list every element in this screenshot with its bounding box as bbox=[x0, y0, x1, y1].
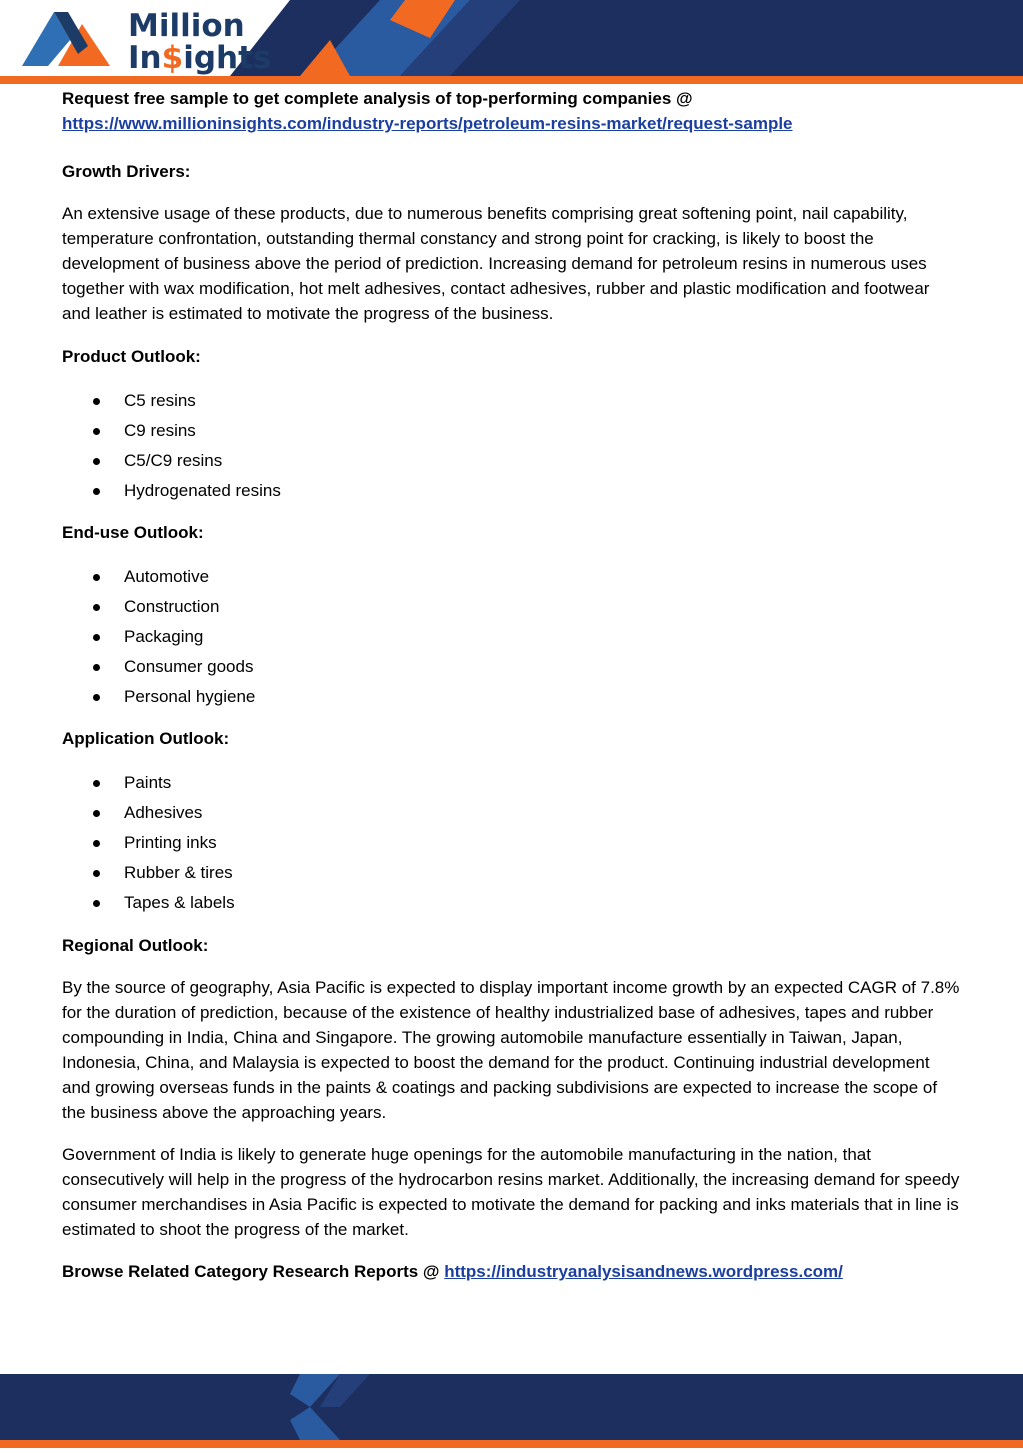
request-sample-link[interactable]: https://www.millioninsights.com/industry-reports/petroleum-resins-market/request-sample bbox=[62, 114, 793, 133]
list-item: Automotive bbox=[62, 562, 962, 592]
logo-line-1: Million bbox=[128, 8, 245, 44]
footer-banner bbox=[0, 1374, 1023, 1448]
product-outlook-list bbox=[62, 386, 962, 506]
list-item: Paints bbox=[62, 768, 962, 798]
list-item: Personal hygiene bbox=[62, 682, 962, 712]
footer-graphic bbox=[0, 1374, 1023, 1448]
list-item: Consumer goods bbox=[62, 652, 962, 682]
list-item: Printing inks bbox=[62, 828, 962, 858]
enduse-outlook-heading: End-use Outlook: bbox=[62, 523, 204, 542]
million-insights-logo bbox=[18, 6, 272, 76]
document-content bbox=[62, 86, 962, 1284]
list-item: C5 resins bbox=[62, 386, 962, 416]
list-item: Tapes & labels bbox=[62, 888, 962, 918]
enduse-outlook-list bbox=[62, 562, 962, 712]
header-banner bbox=[0, 0, 1023, 84]
logo-text bbox=[128, 10, 271, 74]
list-item: Hydrogenated resins bbox=[62, 476, 962, 506]
application-outlook-list bbox=[62, 768, 962, 918]
request-sample-text: Request free sample to get complete analysis of top-performing companies @ bbox=[62, 89, 693, 108]
growth-drivers-body: An extensive usage of these products, due to numerous benefits comprising great softening point, nail capability, temperature confrontation, outstanding thermal constancy and strong point for cracking, is likely to boost the development of business above the period of prediction. Increasing demand for petroleum resins in numerous uses together with wax modification, hot melt adhesives, contact adhesives, rubber and plastic modification and footwear and leather is estimated to motivate the progress of the business. bbox=[62, 204, 930, 323]
regional-outlook-body-1: By the source of geography, Asia Pacific is expected to display important income growth by an expected CAGR of 7.8% for the duration of prediction, because of the existence of healthy industrialized base of adhesives, tapes and rubber compounding in India, China and Singapore. The growing automobile manufacture essentially in Taiwan, Japan, Indonesia, China, and Malaysia is expected to boost the demand for the product. Continuing industrial development and growing overseas funds in the paints & coatings and packing subdivisions are expected to increase the scope of the business above the approaching years. bbox=[62, 978, 960, 1122]
list-item: Packaging bbox=[62, 622, 962, 652]
logo-line-2: In$ights bbox=[128, 40, 272, 76]
list-item: C9 resins bbox=[62, 416, 962, 446]
application-outlook-heading: Application Outlook: bbox=[62, 729, 230, 748]
list-item: Construction bbox=[62, 592, 962, 622]
list-item: C5/C9 resins bbox=[62, 446, 962, 476]
regional-outlook-body-2: Government of India is likely to generate huge openings for the automobile manufacturing in the nation, that consecutively will help in the progress of the hydrocarbon resins market. Additionally, the increasing demand for speedy consumer merchandises in Asia Pacific is expected to motivate the demand for packing and inks materials that in line is estimated to shoot the progress of the market. bbox=[62, 1145, 960, 1239]
browse-related-line bbox=[62, 1259, 962, 1284]
regional-outlook-heading: Regional Outlook: bbox=[62, 936, 209, 955]
product-outlook-heading: Product Outlook: bbox=[62, 347, 201, 366]
logo-mark-icon bbox=[18, 6, 118, 72]
list-item: Adhesives bbox=[62, 798, 962, 828]
growth-drivers-heading: Growth Drivers: bbox=[62, 162, 191, 181]
browse-related-text: Browse Related Category Research Reports @ bbox=[62, 1262, 440, 1281]
list-item: Rubber & tires bbox=[62, 858, 962, 888]
browse-related-link[interactable]: https://industryanalysisandnews.wordpress.com/ bbox=[444, 1262, 843, 1281]
